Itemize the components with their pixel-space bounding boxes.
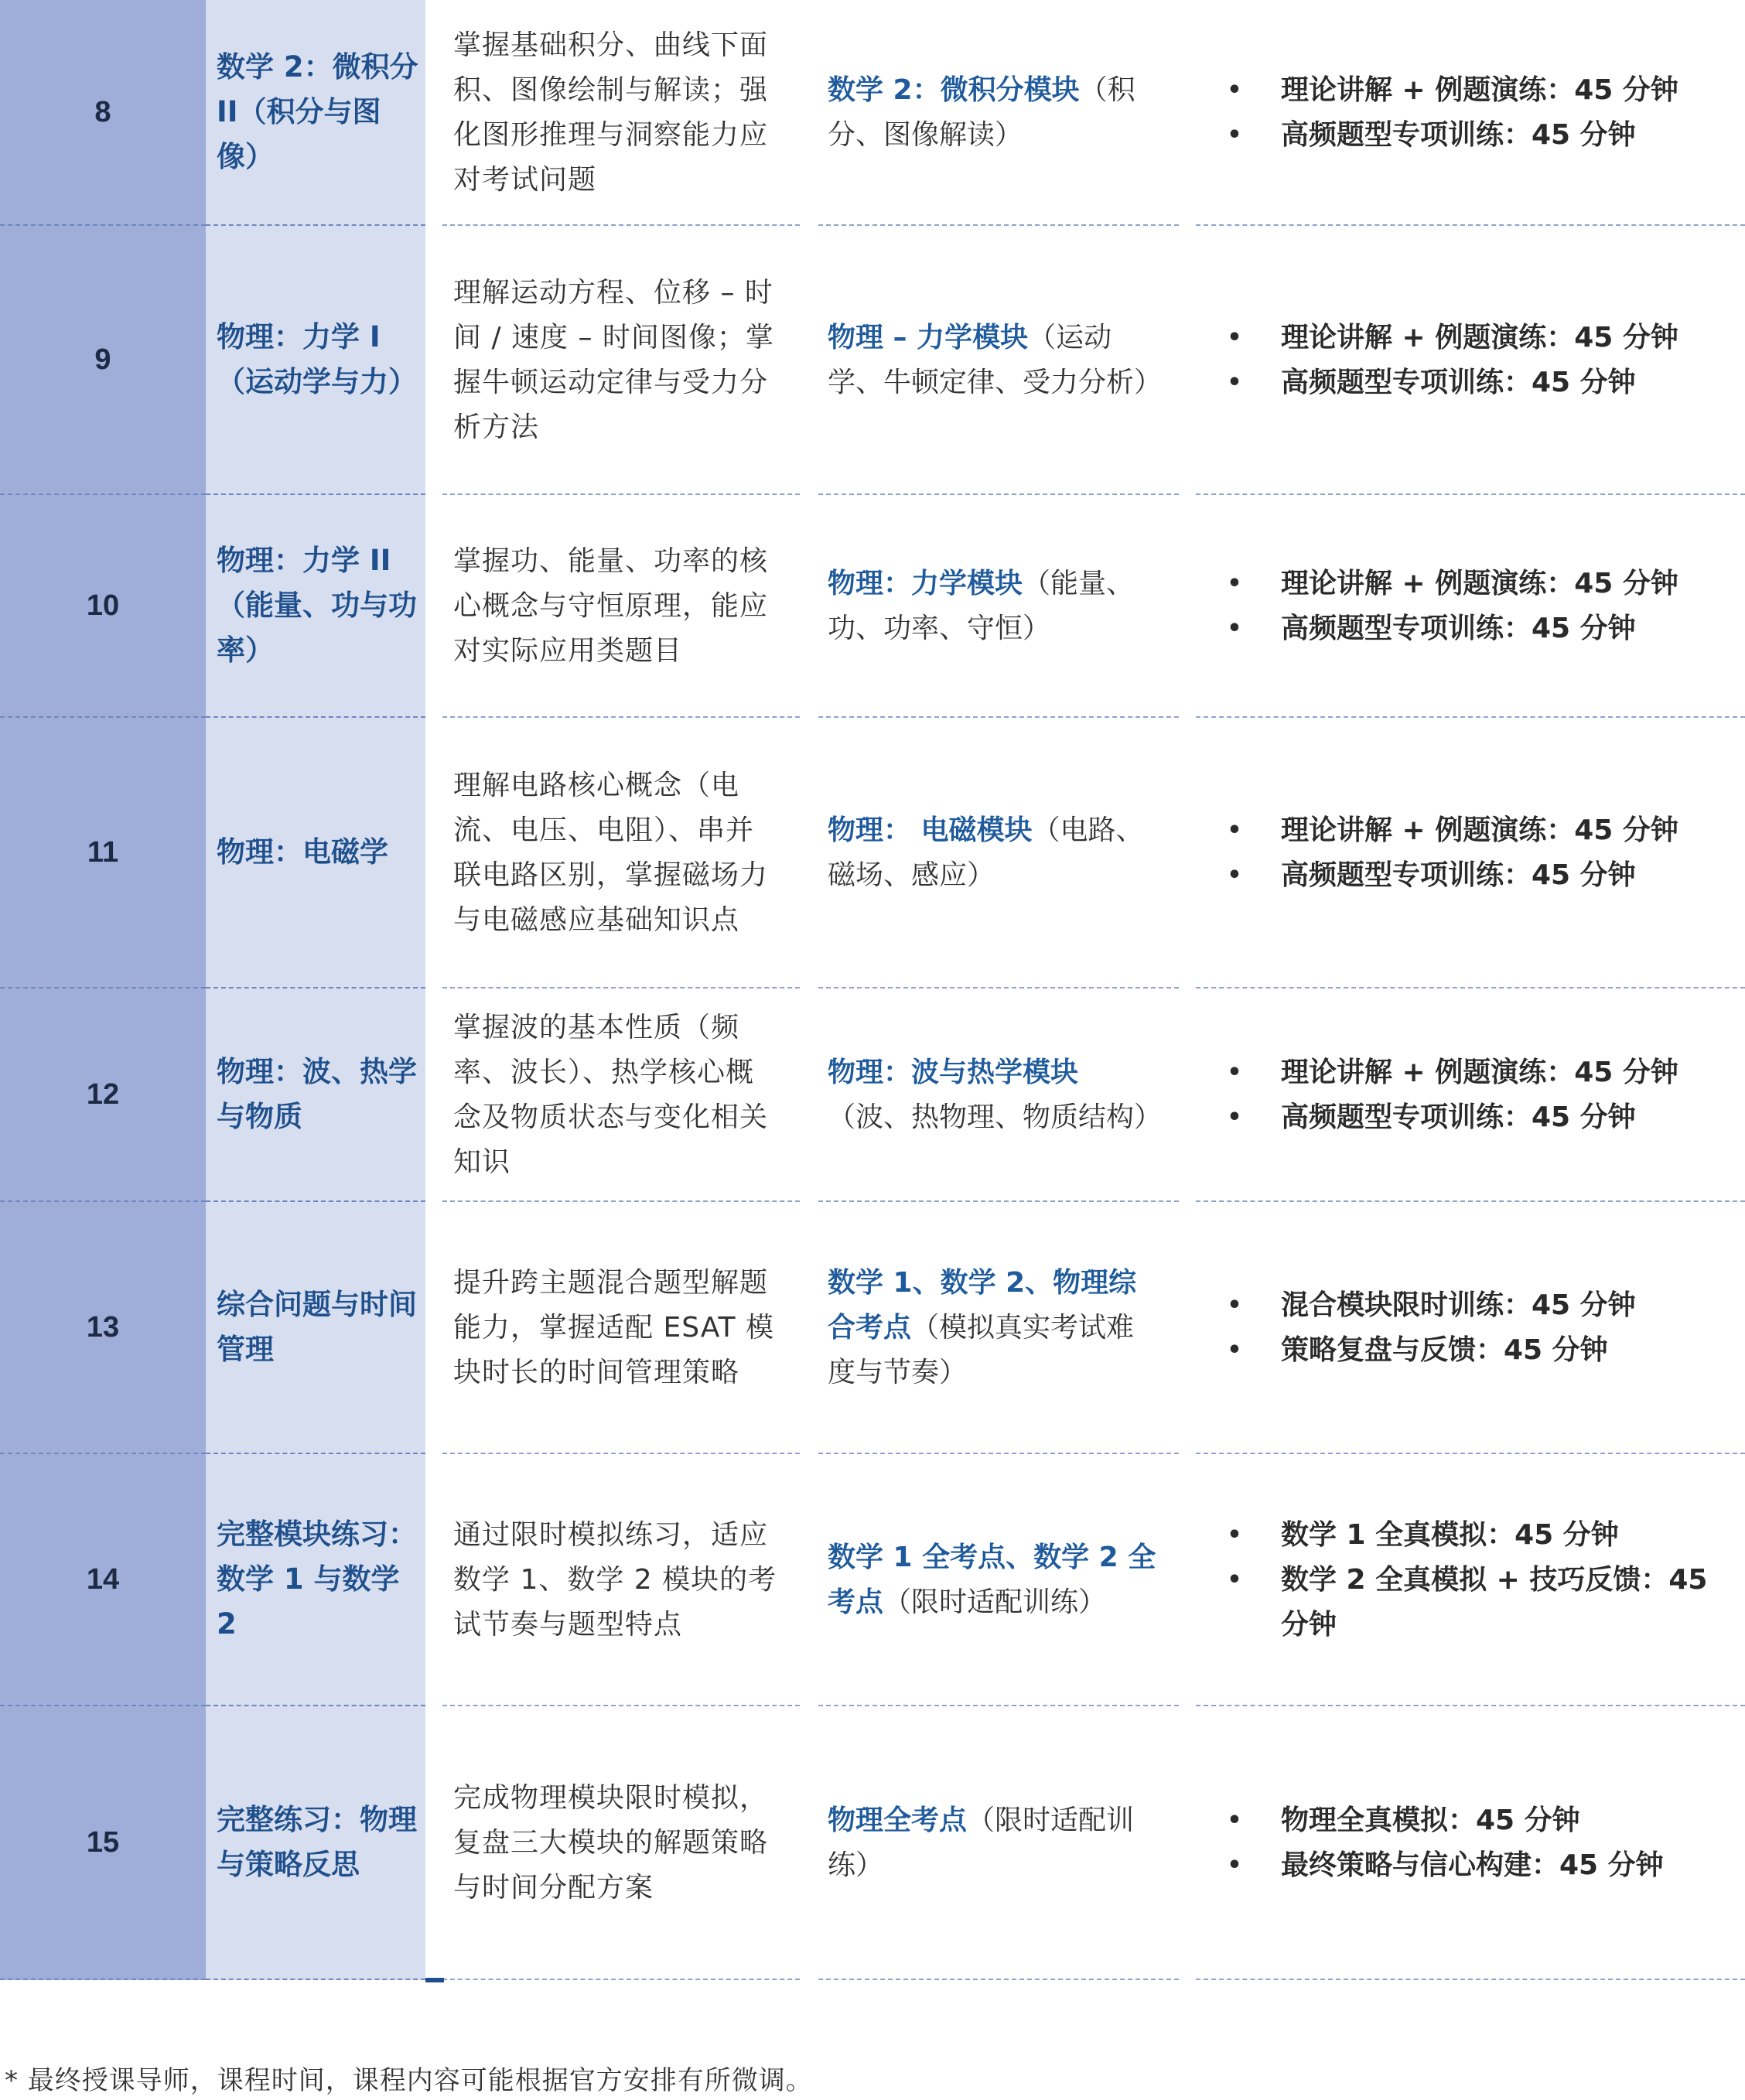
table-row bbox=[0, 1706, 1745, 1980]
plan-item: • 高频题型专项训练：45 分钟 bbox=[1227, 113, 1678, 158]
bullet-icon: • bbox=[1227, 77, 1242, 104]
module-highlight: 物理：力学模块 bbox=[828, 568, 1023, 599]
module-highlight: 数学 1、数学 2、物理综合考点 bbox=[828, 1267, 1137, 1344]
module-highlight: 物理：波与热学模块 bbox=[828, 1057, 1079, 1088]
session-plan bbox=[1177, 226, 1745, 495]
plan-item: • 混合模块限时训练：45 分钟 bbox=[1227, 1283, 1636, 1328]
session-module bbox=[792, 1706, 1177, 1980]
table-row bbox=[0, 226, 1745, 495]
bullet-icon: • bbox=[1227, 1337, 1242, 1364]
session-plan bbox=[1177, 1202, 1745, 1454]
session-goal: 提升跨主题混合题型解题能力，掌握适配 ESAT 模块时长的时间管理策略 bbox=[453, 1267, 774, 1388]
session-number: 11 bbox=[0, 718, 206, 989]
session-number: 12 bbox=[0, 989, 206, 1202]
session-plan bbox=[1177, 718, 1745, 989]
row-divider bbox=[818, 1979, 1179, 1980]
session-topic: 完整模块练习：数学 1 与数学 2 bbox=[206, 1454, 425, 1706]
session-plan bbox=[1177, 0, 1745, 226]
session-goal: 理解运动方程、位移 – 时间 / 速度 – 时间图像；掌握牛顿运动定律与受力分析方法 bbox=[453, 277, 774, 443]
session-topic: 物理：电磁学 bbox=[206, 718, 425, 989]
session-number: 14 bbox=[0, 1454, 206, 1706]
plan-item: • 策略复盘与反馈：45 分钟 bbox=[1227, 1328, 1636, 1373]
bullet-icon: • bbox=[1227, 615, 1242, 642]
row-divider bbox=[1196, 1979, 1745, 1980]
session-goal: 掌握波的基本性质（频率、波长）、热学核心概念及物质状态与变化相关知识 bbox=[453, 1012, 769, 1178]
session-goal: 理解电路核心概念（电流、电压、电阻）、串并联电路区别，掌握磁场力与电磁感应基础知识点 bbox=[453, 770, 769, 936]
session-goal: 掌握功、能量、功率的核心概念与守恒原理，能应对实际应用类题目 bbox=[453, 545, 769, 667]
session-topic: 物理：波、热学与物质 bbox=[206, 989, 425, 1202]
session-goal: 完成物理模块限时模拟，复盘三大模块的解题策略与时间分配方案 bbox=[453, 1782, 769, 1904]
plan-item: • 物理全真模拟：45 分钟 bbox=[1227, 1798, 1664, 1843]
session-module bbox=[792, 1454, 1177, 1706]
module-detail: （波、热物理、物质结构） bbox=[828, 1101, 1163, 1133]
session-number: 9 bbox=[0, 226, 206, 495]
plan-item: • 理论讲解 + 例题演练：45 分钟 bbox=[1227, 808, 1678, 853]
bullet-icon: • bbox=[1227, 1059, 1242, 1086]
bullet-icon: • bbox=[1227, 1807, 1242, 1834]
plan-item: • 数学 1 全真模拟：45 分钟 bbox=[1227, 1513, 1737, 1558]
bullet-icon: • bbox=[1227, 121, 1242, 149]
session-topic: 完整练习：物理与策略反思 bbox=[206, 1706, 425, 1980]
module-detail: （限时适配训练） bbox=[828, 1805, 1135, 1881]
plan-item: • 最终策略与信心构建：45 分钟 bbox=[1227, 1843, 1664, 1888]
bullet-icon: • bbox=[1227, 1292, 1242, 1319]
module-highlight: 物理 – 力学模块 bbox=[828, 322, 1029, 353]
plan-item: • 理论讲解 + 例题演练：45 分钟 bbox=[1227, 68, 1678, 113]
session-topic: 物理：力学 II（能量、功与功率） bbox=[206, 495, 425, 718]
session-module bbox=[792, 495, 1177, 718]
session-module bbox=[792, 1202, 1177, 1454]
plan-item: • 理论讲解 + 例题演练：45 分钟 bbox=[1227, 562, 1678, 606]
row-divider bbox=[442, 1979, 800, 1980]
bullet-icon: • bbox=[1227, 570, 1242, 597]
table-row bbox=[0, 1202, 1745, 1454]
bullet-icon: • bbox=[1227, 1852, 1242, 1879]
session-number: 15 bbox=[0, 1706, 206, 1980]
table-row bbox=[0, 1454, 1745, 1706]
plan-item: • 高频题型专项训练：45 分钟 bbox=[1227, 606, 1678, 651]
footnote: * 最终授课导师，课程时间，课程内容可能根据官方安排有所微调。 bbox=[5, 2065, 813, 2096]
bullet-icon: • bbox=[1227, 1521, 1242, 1549]
session-topic: 数学 2：微积分 II（积分与图像） bbox=[206, 0, 425, 226]
plan-item: • 高频题型专项训练：45 分钟 bbox=[1227, 1095, 1678, 1140]
session-goal: 通过限时模拟练习，适应数学 1、数学 2 模块的考试节奏与题型特点 bbox=[453, 1519, 777, 1641]
module-highlight: 物理： 电磁模块 bbox=[828, 814, 1033, 846]
module-detail: （电路、磁场、感应） bbox=[828, 814, 1144, 891]
plan-item: • 数学 2 全真模拟 + 技巧反馈：45 分钟 bbox=[1227, 1558, 1737, 1648]
bullet-icon: • bbox=[1227, 369, 1242, 396]
accent-mark bbox=[425, 1978, 444, 1982]
session-plan bbox=[1177, 1454, 1745, 1706]
bullet-icon: • bbox=[1227, 1566, 1242, 1593]
table-row bbox=[0, 718, 1745, 989]
bullet-icon: • bbox=[1227, 817, 1242, 844]
session-number: 8 bbox=[0, 0, 206, 226]
session-number: 10 bbox=[0, 495, 206, 718]
session-goal: 掌握基础积分、曲线下面积、图像绘制与解读；强化图形推理与洞察能力应对考试问题 bbox=[453, 29, 769, 196]
module-detail: （积分、图像解读） bbox=[828, 74, 1135, 151]
table-row bbox=[0, 495, 1745, 718]
session-module bbox=[792, 718, 1177, 989]
plan-item: • 理论讲解 + 例题演练：45 分钟 bbox=[1227, 316, 1678, 360]
session-plan bbox=[1177, 495, 1745, 718]
plan-item: • 高频题型专项训练：45 分钟 bbox=[1227, 360, 1678, 405]
session-topic: 综合问题与时间管理 bbox=[206, 1202, 425, 1454]
session-module bbox=[792, 226, 1177, 495]
table-row bbox=[0, 989, 1745, 1202]
module-detail: （运动学、牛顿定律、受力分析） bbox=[828, 322, 1163, 398]
module-detail: （限时适配训练） bbox=[883, 1586, 1107, 1618]
session-plan bbox=[1177, 989, 1745, 1202]
bullet-icon: • bbox=[1227, 1104, 1242, 1131]
module-detail: （模拟真实考试难度与节奏） bbox=[828, 1312, 1135, 1388]
session-plan bbox=[1177, 1706, 1745, 1980]
plan-item: • 高频题型专项训练：45 分钟 bbox=[1227, 853, 1678, 898]
bullet-icon: • bbox=[1227, 324, 1242, 351]
session-module bbox=[792, 0, 1177, 226]
table-row bbox=[0, 0, 1745, 226]
module-highlight: 数学 1 全考点、数学 2 全考点 bbox=[828, 1542, 1156, 1618]
module-detail: （能量、功、功率、守恒） bbox=[828, 568, 1135, 644]
session-number: 13 bbox=[0, 1202, 206, 1454]
module-highlight: 物理全考点 bbox=[828, 1805, 968, 1836]
session-topic: 物理：力学 I（运动学与力） bbox=[206, 226, 425, 495]
bullet-icon: • bbox=[1227, 862, 1242, 889]
module-highlight: 数学 2：微积分模块 bbox=[828, 74, 1080, 106]
session-module bbox=[792, 989, 1177, 1202]
plan-item: • 理论讲解 + 例题演练：45 分钟 bbox=[1227, 1050, 1678, 1095]
